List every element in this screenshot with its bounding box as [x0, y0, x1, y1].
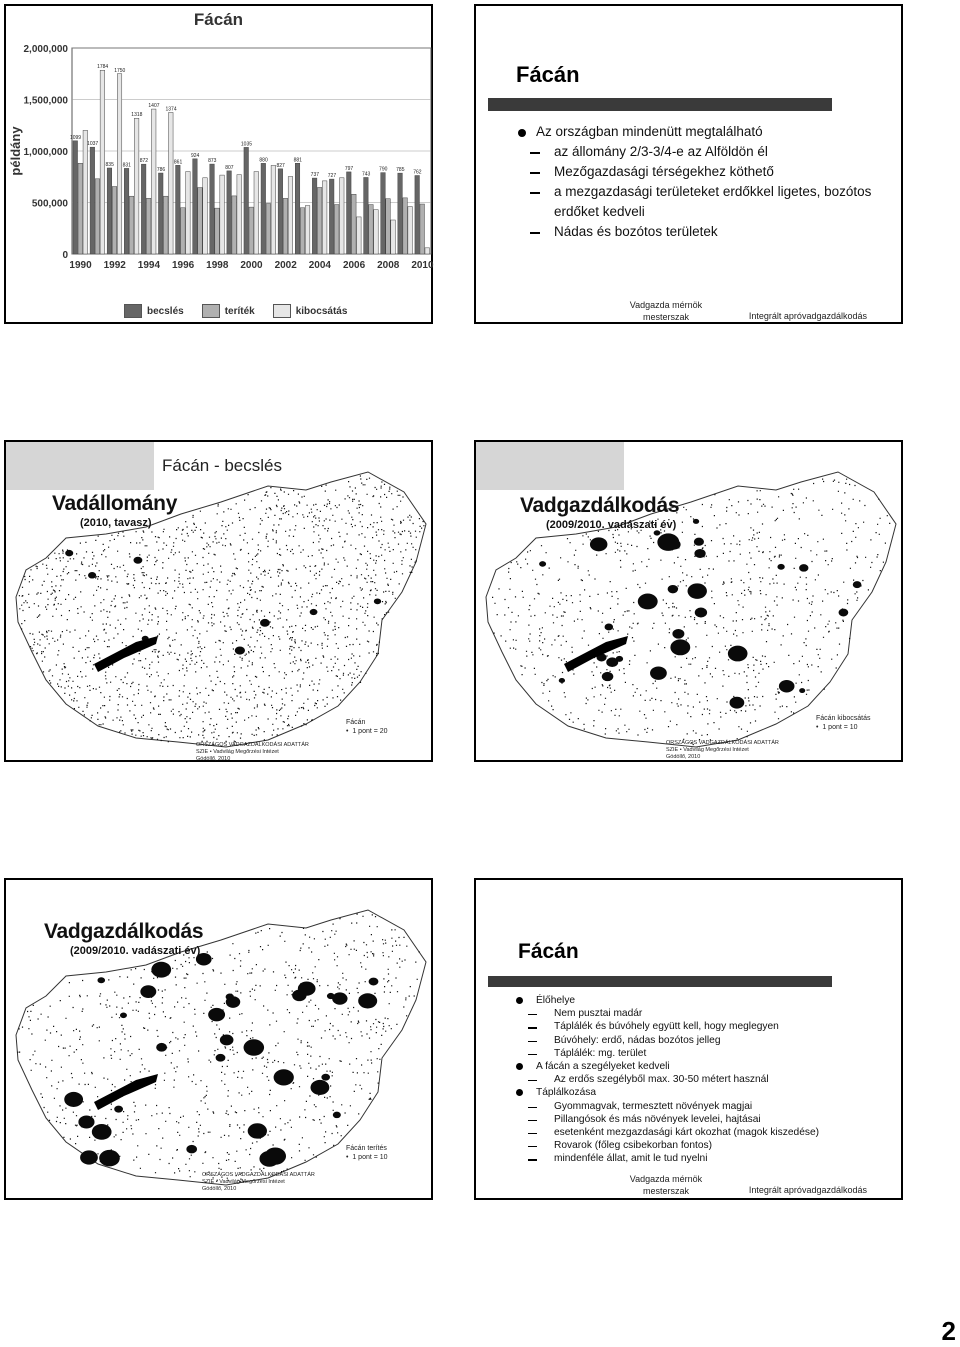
x-tick-label: 2010	[411, 260, 434, 271]
bar-value-label: 807	[225, 164, 234, 171]
bar-teríték	[129, 196, 134, 254]
bar-value-label: 1035	[240, 141, 253, 148]
legend-label: becslés	[147, 305, 184, 317]
bar-kibocsátás	[134, 118, 139, 254]
bar-value-label: 797	[344, 165, 354, 172]
slide-map-release	[474, 440, 903, 762]
bar-teríték	[317, 187, 322, 254]
bar-value-label: 827	[276, 162, 285, 169]
bar-value-label: 872	[139, 158, 149, 165]
legend-swatch-teritek	[202, 304, 220, 318]
bar-kibocsátás	[425, 248, 430, 254]
bar-value-label: 881	[293, 157, 302, 164]
credit-line: Gödöllő, 2010	[196, 756, 231, 762]
bar-value-label: 743	[361, 171, 371, 178]
bar-kibocsátás	[322, 181, 327, 254]
bar-becslés	[398, 173, 403, 254]
legend-swatch-becsles	[124, 304, 142, 318]
bar-teríték	[369, 205, 374, 254]
bar-value-label: 1099	[69, 134, 82, 141]
bar-teríték	[283, 198, 288, 254]
bar-becslés	[193, 159, 198, 254]
map-legend	[816, 714, 870, 732]
bar-value-label: 835	[105, 161, 114, 168]
slide-distribution	[474, 4, 903, 324]
bullet-item: Élőhelye	[506, 994, 891, 1007]
map-legend-title: Fácán terítés	[346, 1145, 387, 1152]
bar-teríték	[95, 179, 100, 254]
bar-becslés	[244, 147, 249, 254]
footer-subject: Integrált apróvadgazdálkodás	[748, 311, 867, 321]
slide-map-estimate	[4, 440, 433, 762]
bar-teríték	[334, 205, 339, 254]
map-legend-value: 1 pont = 10	[352, 1154, 388, 1161]
bar-teríték	[403, 198, 408, 254]
bar-teríték	[215, 208, 220, 254]
bar-kibocsátás	[237, 175, 242, 254]
chart-legend	[124, 304, 347, 318]
bar-becslés	[415, 176, 420, 254]
bar-kibocsátás	[339, 178, 344, 254]
slide-title: Fácán - becslés	[162, 456, 282, 475]
bar-teríték	[232, 196, 237, 254]
bar-kibocsátás	[220, 175, 225, 254]
bullet-item: Az országban mindenütt megtalálható	[510, 122, 887, 142]
footer-subject: Integrált apróvadgazdálkodás	[748, 1185, 867, 1195]
bullet-item: Táplálkozása	[506, 1086, 891, 1099]
legend-label: teríték	[224, 305, 255, 317]
bar-teríték	[112, 187, 117, 254]
slide-habitat	[474, 878, 903, 1200]
title-underline-bar	[488, 98, 832, 111]
credit-line: SZIE • Vadvilág Megőrzési Intézet	[196, 749, 279, 755]
bar-teríték	[146, 198, 151, 254]
credit-line: SZIE • Vadvilág Megőrzési Intézet	[666, 747, 749, 753]
bar-value-label: 1784	[97, 64, 109, 71]
sub-bullet-item: Gyommagvak, termesztett növények magjai	[506, 1100, 891, 1113]
bar-teríték	[420, 204, 425, 254]
bar-value-label: 737	[310, 172, 320, 179]
x-tick-label: 2004	[308, 260, 332, 271]
bar-kibocsátás	[288, 177, 293, 254]
legend-label: kibocsátás	[295, 305, 348, 317]
bar-value-label: 831	[122, 162, 131, 169]
pheasant-bar-chart	[6, 6, 434, 296]
map-subtitle: (2009/2010. vadászati év)	[70, 945, 201, 957]
bar-kibocsátás	[374, 210, 379, 254]
sub-bullet-item: Az erdős szegélyből max. 30-50 métert használ	[506, 1073, 891, 1086]
map-legend	[346, 1144, 388, 1162]
bar-kibocsátás	[271, 165, 276, 254]
bar-kibocsátás	[408, 207, 413, 254]
bar-teríték	[386, 199, 391, 254]
sub-bullet-item: Nádas és bozótos területek	[510, 222, 887, 242]
sub-bullet-item: Táplálék és búvóhely együtt kell, hogy meglegyen	[506, 1020, 891, 1033]
bar-becslés	[347, 172, 352, 254]
footer-course: Vadgazda mérnök mesterszak	[629, 300, 703, 322]
y-tick-label: 500,000	[31, 198, 68, 210]
map-credit	[666, 740, 779, 761]
bar-kibocsátás	[357, 217, 362, 254]
bar-value-label: 727	[327, 173, 337, 180]
credit-line: Gödöllő, 2010	[666, 754, 701, 760]
bar-value-label: 924	[191, 152, 200, 159]
bar-kibocsátás	[254, 172, 259, 254]
bar-becslés	[124, 168, 129, 254]
sub-bullet-item: Búvóhely: erdő, nádas bozótos jelleg	[506, 1034, 891, 1047]
sub-bullet-item: a mezgazdasági területeket erdőkkel ligetes, bozótos erdőket kedveli	[510, 182, 887, 222]
bar-kibocsátás	[186, 172, 191, 254]
bar-teríték	[300, 208, 305, 254]
bar-becslés	[329, 179, 334, 254]
map-legend-value: 1 pont = 10	[822, 724, 858, 731]
sub-bullet-item: mindenféle állat, amit le tud nyelni	[506, 1152, 891, 1165]
bullet-item: A fácán a szegélyeket kedveli	[506, 1060, 891, 1073]
bullet-list	[510, 122, 887, 242]
bar-teríték	[266, 204, 271, 254]
map-title: Vadgazdálkodás	[44, 920, 204, 943]
y-tick-label: 1,000,000	[23, 147, 68, 158]
x-tick-label: 1996	[171, 260, 195, 271]
map-subtitle: (2009/2010. vadászati év)	[546, 519, 677, 531]
bar-value-label: 1037	[87, 141, 99, 148]
x-tick-label: 1998	[206, 260, 229, 271]
bar-teríték	[198, 188, 203, 254]
credit-line: Gödöllő, 2010	[202, 1186, 237, 1192]
bar-kibocsátás	[203, 178, 208, 254]
map-legend-item: • 1 pont = 10	[816, 724, 858, 731]
map-credit	[202, 1172, 315, 1193]
bar-value-label: 762	[413, 169, 422, 176]
x-tick-label: 2006	[342, 260, 366, 271]
bar-value-label: 861	[173, 159, 183, 166]
bar-becslés	[295, 163, 300, 254]
bar-kibocsátás	[305, 206, 310, 254]
bullet-list	[506, 994, 891, 1166]
bar-becslés	[141, 164, 146, 254]
bar-becslés	[210, 164, 215, 254]
x-tick-label: 1994	[137, 260, 161, 271]
sub-bullet-item: Pillangósok és más növények levelei, hajtásai	[506, 1113, 891, 1126]
slide-title: Fácán	[516, 62, 580, 87]
y-tick-label: 1,500,000	[23, 95, 68, 107]
map-title: Vadállomány	[52, 492, 178, 515]
bar-becslés	[261, 163, 266, 254]
footer-course: Vadgazda mérnök mesterszak	[629, 1174, 703, 1196]
bar-value-label: 1318	[131, 112, 143, 119]
y-tick-label: 2,000,000	[23, 44, 68, 55]
slide-chart	[4, 4, 433, 324]
bar-teríték	[249, 207, 254, 254]
map-title: Vadgazdálkodás	[520, 494, 680, 517]
page-number: 2	[941, 1316, 956, 1346]
legend-item-becsles	[124, 304, 184, 318]
bar-kibocsátás	[83, 130, 88, 254]
legend-swatch-kibocsatas	[273, 304, 291, 318]
bar-becslés	[158, 173, 163, 254]
bar-teríték	[164, 196, 169, 254]
bar-becslés	[312, 178, 317, 254]
bar-value-label: 880	[259, 157, 268, 164]
x-tick-label: 2002	[274, 260, 297, 271]
bar-becslés	[381, 173, 386, 254]
sub-bullet-item: Nem pusztai madár	[506, 1007, 891, 1020]
bar-value-label: 1750	[114, 67, 126, 74]
map-legend-title: Fácán	[346, 719, 366, 726]
map-credit	[196, 742, 309, 763]
slide-title: Fácán	[518, 940, 579, 963]
chart-title: Fácán	[193, 10, 244, 29]
map-legend-value: 1 pont = 20	[352, 728, 388, 735]
map-legend-item: • 1 pont = 10	[346, 1154, 388, 1161]
bar-teríték	[352, 194, 357, 254]
y-tick-label: 0	[62, 250, 68, 261]
sub-bullet-item: Táplálék: mg. terület	[506, 1047, 891, 1060]
credit-line: ORSZÁGOS VADGAZDÁLKODÁSI ADATTÁR	[666, 740, 779, 746]
slide-map-harvest	[4, 878, 433, 1200]
bar-becslés	[90, 147, 95, 254]
x-tick-label: 2000	[240, 260, 263, 271]
bar-teríték	[181, 208, 186, 254]
bar-kibocsátás	[151, 109, 156, 254]
bar-kibocsátás	[391, 220, 396, 254]
credit-line: ORSZÁGOS VADGAZDÁLKODÁSI ADATTÁR	[202, 1172, 315, 1178]
map-legend-item: • 1 pont = 20	[346, 728, 388, 735]
credit-line: SZIE • Vadvilág Megőrzési Intézet	[202, 1179, 285, 1185]
legend-item-teritek	[202, 304, 255, 318]
bar-value-label: 790	[379, 166, 388, 173]
sub-bullet-item: Rovarok (főleg csibekorban fontos)	[506, 1139, 891, 1152]
bar-becslés	[364, 177, 369, 254]
credit-line: ORSZÁGOS VADGAZDÁLKODÁSI ADATTÁR	[196, 742, 309, 748]
sub-bullet-item: esetenként mezgazdasági kárt okozhat (magok kiszedése)	[506, 1126, 891, 1139]
x-tick-label: 1992	[103, 260, 126, 271]
hungary-density-map	[6, 442, 431, 762]
y-axis-label: példány	[8, 126, 23, 176]
bar-value-label: 873	[208, 158, 217, 165]
title-underline-bar	[488, 976, 832, 987]
bar-kibocsátás	[100, 70, 105, 254]
map-subtitle: (2010, tavasz)	[80, 517, 152, 529]
bar-becslés	[176, 165, 181, 254]
legend-item-kibocsatas	[273, 304, 348, 318]
bar-value-label: 1374	[165, 106, 177, 113]
map-legend-title: Fácán kibocsátás	[816, 715, 871, 722]
bar-becslés	[107, 168, 112, 254]
bar-becslés	[227, 171, 232, 254]
bar-kibocsátás	[117, 74, 122, 254]
bar-teríték	[78, 163, 83, 254]
bar-becslés	[73, 141, 78, 254]
bar-value-label: 785	[396, 167, 405, 174]
sub-bullet-item: Mezőgazdasági térségekhez köthető	[510, 162, 887, 182]
x-tick-label: 1990	[69, 260, 92, 271]
bar-value-label: 786	[156, 167, 166, 174]
bar-kibocsátás	[169, 112, 174, 254]
sub-bullet-item: az állomány 2/3-3/4-e az Alföldön él	[510, 142, 887, 162]
bar-value-label: 1407	[148, 103, 160, 110]
x-tick-label: 2008	[377, 260, 400, 271]
bar-becslés	[278, 169, 283, 254]
map-legend	[346, 718, 388, 736]
